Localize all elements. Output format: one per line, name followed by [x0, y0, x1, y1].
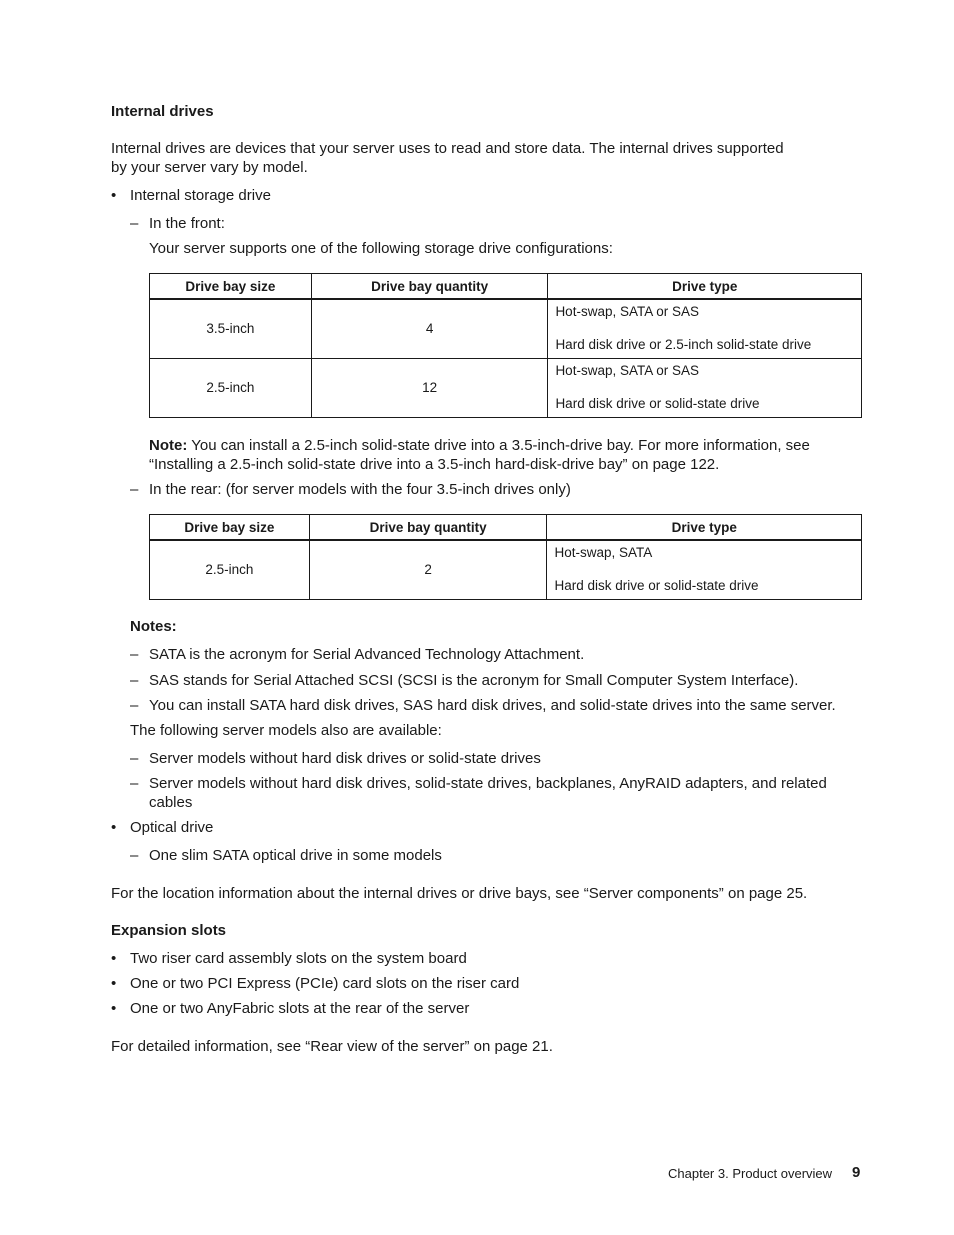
cell-type-line-2: Hard disk drive or solid-state drive	[555, 395, 760, 411]
dash-icon: –	[130, 750, 139, 767]
header-drive-bay-quantity: Drive bay quantity	[311, 274, 548, 300]
front-intro: Your server supports one of the following storage drive configurations:	[149, 240, 613, 257]
dash-icon: –	[130, 215, 139, 232]
dash-icon: –	[130, 697, 139, 714]
section-heading-internal-drives: Internal drives	[111, 103, 214, 120]
notes-heading: Notes:	[130, 618, 177, 635]
cell-quantity: 4	[311, 299, 548, 358]
cell-size: 2.5-inch	[150, 358, 312, 417]
dash-icon: –	[130, 646, 139, 663]
bullet-internal-storage-drive: Internal storage drive	[130, 187, 271, 204]
cell-size: 2.5-inch	[150, 540, 310, 599]
cell-type-line-1: Hot-swap, SATA or SAS	[555, 304, 699, 319]
cell-quantity: 2	[309, 540, 547, 599]
note-line-1	[149, 436, 810, 455]
note-item: SAS stands for Serial Attached SCSI (SCSI is the acronym for Small Computer System Interface).	[149, 672, 799, 689]
table-row	[150, 299, 862, 358]
bullet-icon: •	[111, 819, 117, 836]
cell-quantity: 12	[311, 358, 548, 417]
optical-item: One slim SATA optical drive in some models	[149, 847, 442, 864]
model-item-continuation: cables	[149, 794, 193, 811]
note-label: Note:	[149, 437, 188, 454]
footer-chapter-title: Chapter 3. Product overview	[668, 1166, 833, 1181]
cell-type-line-1: Hot-swap, SATA	[554, 545, 653, 560]
footer-page-number: 9	[852, 1164, 861, 1181]
front-drive-table	[149, 273, 862, 418]
model-item: Server models without hard disk drives or solid-state drives	[149, 750, 541, 767]
cell-type-line-2: Hard disk drive or solid-state drive	[554, 578, 759, 593]
bullet-optical-drive: Optical drive	[130, 819, 214, 836]
header-drive-bay-quantity: Drive bay quantity	[309, 515, 547, 541]
table-header-row	[150, 274, 862, 300]
detail-paragraph: For detailed information, see “Rear view of the server” on page 21.	[111, 1038, 553, 1055]
front-label: In the front:	[149, 215, 225, 232]
header-drive-type: Drive type	[548, 274, 862, 300]
bullet-icon: •	[111, 950, 117, 967]
section-heading-expansion-slots: Expansion slots	[111, 922, 227, 939]
cell-type	[548, 299, 862, 358]
expansion-item: One or two PCI Express (PCIe) card slots on the riser card	[130, 975, 520, 992]
intro-paragraph-line-2: by your server vary by model.	[111, 159, 308, 176]
dash-icon: –	[130, 672, 139, 689]
table-row	[150, 358, 862, 417]
note-text: You can install a 2.5-inch solid-state drive into a 3.5-inch-drive bay. For more information, see	[187, 437, 810, 454]
header-drive-type: Drive type	[547, 515, 862, 541]
model-item: Server models without hard disk drives, solid-state drives, backplanes, AnyRAID adapters, and related	[149, 775, 827, 792]
intro-paragraph-line-1: Internal drives are devices that your server uses to read and store data. The internal drives supported	[111, 140, 784, 157]
note-line-2: “Installing a 2.5-inch solid-state drive into a 3.5-inch hard-disk-drive bay” on page 122.	[149, 456, 720, 473]
bullet-icon: •	[111, 1000, 117, 1017]
rear-label: In the rear: (for server models with the four 3.5-inch drives only)	[149, 481, 571, 498]
table-row	[150, 540, 862, 599]
bullet-icon: •	[111, 187, 117, 204]
models-intro: The following server models also are available:	[130, 722, 442, 739]
table-header-row	[150, 515, 862, 541]
dash-icon: –	[130, 847, 139, 864]
expansion-item: Two riser card assembly slots on the system board	[130, 950, 467, 967]
expansion-item: One or two AnyFabric slots at the rear of the server	[130, 1000, 470, 1017]
dash-icon: –	[130, 775, 139, 792]
location-paragraph: For the location information about the internal drives or drive bays, see “Server components” on page 25.	[111, 885, 808, 902]
note-item: SATA is the acronym for Serial Advanced Technology Attachment.	[149, 646, 585, 663]
bullet-icon: •	[111, 975, 117, 992]
cell-type-line-2: Hard disk drive or 2.5-inch solid-state drive	[555, 337, 812, 352]
cell-type-line-1: Hot-swap, SATA or SAS	[555, 362, 699, 378]
header-drive-bay-size: Drive bay size	[150, 274, 312, 300]
header-drive-bay-size: Drive bay size	[150, 515, 310, 541]
rear-drive-table	[149, 514, 862, 600]
cell-size: 3.5-inch	[150, 299, 312, 358]
cell-type	[548, 358, 862, 417]
dash-icon: –	[130, 481, 139, 498]
cell-type	[547, 540, 862, 599]
note-item: You can install SATA hard disk drives, SAS hard disk drives, and solid-state drives into the same server.	[149, 697, 836, 714]
